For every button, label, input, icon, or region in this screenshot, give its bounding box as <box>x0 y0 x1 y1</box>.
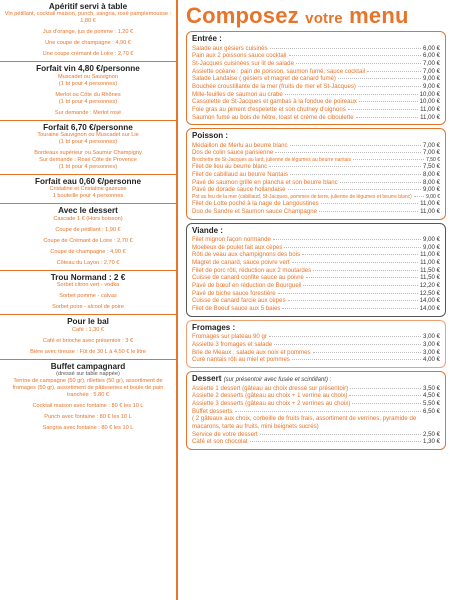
menu-item <box>192 305 440 313</box>
menu-item <box>192 45 440 53</box>
buffet-title: Buffet campagnard <box>50 361 126 371</box>
menu-item-name: Assiette 3 fromages et salade <box>192 340 273 348</box>
menu-item-name: Filet de lieu au beurre blanc <box>192 163 268 171</box>
entree-box <box>186 31 446 125</box>
bal-item: Café et brioche avec présentoir : 3 € <box>42 337 134 344</box>
buffet-item: Punch avec fontaine : 80 € les 10 L <box>44 413 132 420</box>
leader-dots <box>274 344 421 345</box>
menu-item-name: Foie gras au piment d'espelette et son chutney d'oignons <box>192 105 346 113</box>
menu-item-price: 7,50 € <box>426 157 440 164</box>
leader-dots <box>289 55 422 56</box>
menu-item-name: Assiette océane : pain de poisson, saumon fumé, sauce cocktail <box>192 67 366 75</box>
buffet-item: Cocktail maison avec fontaine : 80 € les 10 L <box>32 402 144 409</box>
forfait-670-line: Bordeaux supérieur ou Saumur Champigny <box>34 150 142 157</box>
menu-item-price: 9,00 € <box>423 75 440 83</box>
menu-item <box>192 106 440 114</box>
leader-dots <box>352 403 421 404</box>
menu-item-name: Pot au feu de la mer (cabillaud, St-Jacques, pommes de terre, julienne de légumes et beurre blanc) <box>192 194 412 201</box>
viande-box <box>186 223 446 317</box>
page-title <box>178 0 450 28</box>
avec-dessert-item: Cascade 1 € (Hors boisson) <box>53 215 123 222</box>
avec-dessert-title: Avec le dessert <box>58 206 118 216</box>
menu-item <box>192 75 440 83</box>
menu-item-name: Assiette 2 desserts (gâteau au choix + 1 verrine au choix) <box>192 392 348 400</box>
menu-item <box>192 244 440 252</box>
menu-item-name: Café et son chocolat <box>192 438 248 446</box>
leader-dots <box>353 159 424 160</box>
menu-item-name: Filet de porc rôti, réduction aux 2 moutardes <box>192 266 312 274</box>
menu-item-price: 14,00 € <box>419 305 440 313</box>
menu-item-name: Cassolette de St-Jacques et gambas à la fondue de poireaux <box>192 98 357 106</box>
avec-dessert-section <box>0 204 176 270</box>
leader-dots <box>340 182 421 183</box>
fromages-title: Fromages : <box>192 322 236 332</box>
menu-item <box>192 52 440 60</box>
menu-item-price: 14,00 € <box>419 297 440 305</box>
menu-item <box>192 290 440 298</box>
leader-dots <box>292 262 419 263</box>
menu-item-name: Cuisse de canard confite sauce au poivre <box>192 274 304 282</box>
menu-item <box>192 208 440 216</box>
avec-dessert-item: Côteau du Layon : 2,70 € <box>56 259 120 266</box>
menu-item-price: 10,00 € <box>419 90 440 98</box>
buffet-section <box>0 360 176 435</box>
menu-item <box>192 91 440 99</box>
trou-normand-title: Trou Normand : 2 € <box>50 272 126 282</box>
leader-dots <box>356 117 419 118</box>
leader-dots <box>313 270 418 271</box>
poisson-list <box>192 142 440 216</box>
menu-item-name: Fromages sur plateau 90 gr <box>192 333 267 341</box>
menu-item-name: Magret de canard, sauce poivre vert <box>192 259 290 267</box>
menu-item <box>192 98 440 106</box>
menu-item-name: Assiette 3 desserts (gâteau au choix + 2 verrines au choix) <box>192 399 351 407</box>
leader-dots <box>269 166 421 167</box>
menu-item-name: Moelleux de poulet fait aux cèpes <box>192 243 283 251</box>
title-word-menu: menu <box>349 3 409 28</box>
forfait-670-line: (1 bt pour 4 personnes) <box>58 139 118 146</box>
menu-item-price: 9,00 € <box>423 186 440 194</box>
menu-item-name: Salade aux gésiers cuisinés <box>192 44 268 52</box>
menu-item-price: 6,00 € <box>423 52 440 60</box>
menu-item-name: St-Jacques cuisinées sur lit de salade <box>192 59 294 67</box>
trou-normand-item: Sorbet pomme - calvas <box>59 293 117 300</box>
menu-item-price: 3,00 € <box>423 333 440 341</box>
poisson-box <box>186 128 446 219</box>
dessert-heading <box>192 374 440 385</box>
menu-item-price: 7,00 € <box>423 141 440 149</box>
menu-item <box>192 385 440 393</box>
buffet-sub: (dressé sur table nappée) <box>56 370 120 377</box>
leader-dots <box>275 152 421 153</box>
leader-dots <box>269 336 421 337</box>
leader-dots <box>414 196 424 197</box>
menu-item <box>192 251 440 259</box>
forfait-670-line: (1 bt pour 4 personnes) <box>58 164 118 171</box>
forfait-eau-line: 1 bouteille pour 4 personnes <box>52 193 124 200</box>
menu-item <box>192 114 440 122</box>
menu-item-price: 3,00 € <box>423 340 440 348</box>
menu-item-price: 11,00 € <box>420 113 440 121</box>
menu-item-price: 11,00 € <box>420 200 440 208</box>
menu-item-name: Rôti de veau aux champignons des bois <box>192 251 301 259</box>
avec-dessert-item: Coupe de pétillant : 1,90 € <box>55 226 121 233</box>
leader-dots <box>292 359 421 360</box>
menu-item-price: 9,00 € <box>423 82 440 90</box>
menu-item <box>192 274 440 282</box>
menu-item-name: Assiette 1 dessert (gâteau au choix dressé sur présentoir) <box>192 384 349 392</box>
fromages-list <box>192 333 440 364</box>
menu-item <box>192 333 440 341</box>
aperitif-title: Apéritif servi à table <box>48 2 128 11</box>
menu-item <box>192 200 440 208</box>
menu-item <box>192 179 440 187</box>
forfait-670-title: Forfait 6,70 €/personne <box>43 122 133 132</box>
menu-item-price: 6,00 € <box>423 44 440 52</box>
title-word-composez: Composez <box>186 3 299 28</box>
menu-item <box>192 171 440 179</box>
forfait-670-section <box>0 121 176 175</box>
leader-dots <box>278 293 418 294</box>
menu-item-name: Dos de colin sauce parisienne <box>192 149 274 157</box>
menu-item <box>192 349 440 357</box>
forfait-vin-line: (1 bt pour 4 personnes) <box>58 80 118 87</box>
menu-item-price: 7,00 € <box>423 149 440 157</box>
menu-item-name: Pavé de bœuf en réduction de Bourgueil <box>192 282 302 290</box>
menu-item <box>192 163 440 171</box>
leader-dots <box>358 86 421 87</box>
menu-item-price: 12,20 € <box>419 282 440 290</box>
forfait-eau-section <box>0 175 176 204</box>
bal-item: Bière avec tireuse : Fût de 30 L à 4,50 € le litre <box>30 348 146 355</box>
menu-item <box>192 149 440 157</box>
leader-dots <box>282 308 417 309</box>
forfait-670-line: Sur demande : Rosé Côte de Provence <box>39 157 137 164</box>
menu-item-name: Médaillon de Merlu au beurre blanc <box>192 141 288 149</box>
menu-item-name: Brie de Meaux , salade aux noix et pommes <box>192 348 311 356</box>
menu-item <box>192 297 440 305</box>
dessert-note: (sur présentoir avec fusée et scintillant) : <box>223 376 332 383</box>
menu-item <box>192 356 440 364</box>
menu-item-name: Filet de cabillaud au beurre Nantais <box>192 171 288 178</box>
forfait-vin-line: Muscadet ou Sauvignon <box>57 73 119 80</box>
menu-item-price: 6,50 € <box>423 407 440 415</box>
leader-dots <box>306 277 418 278</box>
menu-item <box>192 415 440 430</box>
leader-dots <box>273 239 421 240</box>
menu-item-name: Mille-feuilles de saumon au crabe <box>192 90 283 98</box>
menu-item <box>192 431 440 439</box>
forfait-eau-line: Cristaline et Cristaline gazeuse <box>49 186 127 193</box>
menu-item <box>192 392 440 400</box>
entree-title: Entrée : <box>192 34 222 44</box>
menu-item-price: 3,00 € <box>423 348 440 356</box>
menu-item-name: Bouchée croustillante de la mer (fruits de mer et St-Jacques) <box>192 82 356 90</box>
menu-item-price: 9,00 € <box>426 194 440 201</box>
menu-item <box>192 400 440 408</box>
leader-dots <box>260 434 421 435</box>
viande-title: Viande : <box>192 225 223 235</box>
menu-item <box>192 408 440 416</box>
avec-dessert-item: Coupe de champagne : 4,90 € <box>50 248 126 255</box>
menu-item <box>192 60 440 68</box>
bal-item: Café : 1,30 € <box>71 326 105 333</box>
poisson-title: Poisson : <box>192 131 229 141</box>
menu-item-name: Curé nantais rôti au miel et pommes <box>192 356 290 364</box>
menu-item-price: 11,00 € <box>420 251 440 259</box>
menu-item-price: 11,50 € <box>420 266 440 274</box>
menu-item <box>192 68 440 76</box>
leader-dots <box>348 109 418 110</box>
menu-item-price: 11,00 € <box>420 207 440 215</box>
menu-item-price: 4,50 € <box>423 392 440 400</box>
menu-item-name: Cuisse de canard farcie aux cèpes <box>192 297 286 305</box>
menu-item-name: Filet mignon façon normande <box>192 236 271 244</box>
menu-item-price: 9,00 € <box>423 236 440 244</box>
aperitif-item: Une coupe de champagne : 4,90 € <box>45 40 131 47</box>
avec-dessert-item: Coupe de Crémant de Loire : 2,70 € <box>43 237 133 244</box>
trou-normand-section <box>0 271 176 315</box>
menu-item <box>192 282 440 290</box>
aperitif-sub: Vin pétillant, cocktail maison, punch, sangria, rosé pamplemousse : 1,80 € <box>4 11 172 25</box>
bal-section <box>0 315 176 359</box>
leader-dots <box>313 352 421 353</box>
leader-dots <box>288 300 418 301</box>
menu-item <box>192 267 440 275</box>
forfait-vin-section <box>0 62 176 120</box>
leader-dots <box>290 174 421 175</box>
menu-item-name: Pavé de biche sauce forestière <box>192 289 276 297</box>
menu-item-price: 7,00 € <box>423 59 440 67</box>
title-word-votre: votre <box>305 10 343 27</box>
forfait-vin-line: (1 bt pour 4 personnes) <box>58 98 118 105</box>
leader-dots <box>321 203 418 204</box>
leader-dots <box>290 145 422 146</box>
menu-item-price: 12,50 € <box>419 289 440 297</box>
leader-dots <box>296 63 421 64</box>
trou-normand-item: Sorbet poire - alcool de poire <box>52 304 124 311</box>
leader-dots <box>359 101 418 102</box>
aperitif-section <box>0 0 176 62</box>
fromages-box <box>186 320 446 368</box>
menu-item-name: ( 2 gâteaux aux choix, corbeille de fruits frais, assortiment de verrines, pyramide de macarons, tarte au fruits, mini beignets sucrés) <box>192 415 417 430</box>
leader-dots <box>250 441 421 442</box>
menu-item <box>192 236 440 244</box>
bal-title: Pour le bal <box>67 317 109 327</box>
leader-dots <box>319 211 418 212</box>
viande-list <box>192 236 440 313</box>
leader-dots <box>284 247 421 248</box>
forfait-vin-line: Merlot ou Côte du Rhônes <box>55 91 121 98</box>
dessert-list <box>192 385 440 446</box>
leader-dots <box>288 189 422 190</box>
menu-item-name: Pavé de saumon grillé en plancha et son beurre blanc <box>192 178 338 186</box>
buffet-item: Sangria avec fontaine : 80 € les 10 L <box>42 424 134 431</box>
menu-item-name: Filet de Boeuf sauce aux 5 baies <box>192 305 281 313</box>
leader-dots <box>285 94 418 95</box>
menu-item-price: 10,00 € <box>419 98 440 106</box>
menu-column <box>176 0 450 600</box>
leader-dots <box>303 285 417 286</box>
buffet-desc: Terrine de campagne (50 gr), rillettes (50 gr), assortiment de fromages (50 gr), assortiment de pâtisseries et boule de pain tranchée : 5,80 € <box>12 377 164 398</box>
menu-item <box>192 142 440 150</box>
menu-item-name: Brochette de St-Jacques au lard, julienne de légumes au beurre nantais <box>192 157 351 164</box>
menu-item-name: Saumon fumé au bois de hêtre, toast et crème de ciboulette <box>192 113 354 121</box>
menu-item-name: Filet de Lotte poché à la nage de Langoustines <box>192 200 319 208</box>
menu-item-price: 8,00 € <box>423 178 440 186</box>
forfait-vin-extra: Sur demande : Merlot rosé <box>54 109 122 116</box>
menu-item-name: Duo de Sandre et Saumon sauce Champagne <box>192 207 318 215</box>
menu-item <box>192 186 440 194</box>
aperitif-item: Une coupe crémant de Loire : 2,70 € <box>42 51 134 58</box>
menu-item-price: 7,50 € <box>423 163 440 171</box>
drinks-column <box>0 0 176 600</box>
leader-dots <box>367 71 421 72</box>
forfait-eau-title: Forfait eau 0,60 €/personne <box>34 177 142 187</box>
menu-item-name: Salade Landaise ( gésiers et magret de canard fumé) <box>192 75 336 83</box>
menu-item-name: Buffet desserts <box>192 407 233 415</box>
menu-item-price: 4,00 € <box>423 356 440 364</box>
leader-dots <box>338 78 421 79</box>
dessert-box <box>186 371 446 450</box>
menu-item-price: 5,50 € <box>423 399 440 407</box>
menu-item-price: 11,00 € <box>420 105 440 113</box>
menu-item-price: 1,30 € <box>423 438 440 446</box>
menu-item-price: 2,50 € <box>423 430 440 438</box>
menu-item <box>192 438 440 446</box>
menu-item-price: 3,50 € <box>423 384 440 392</box>
menu-item-price: 7,00 € <box>423 67 440 75</box>
menu-item-name: Pavé de dorade sauce hollandaise <box>192 186 286 194</box>
menu-item <box>192 83 440 91</box>
menu-item-price: 11,50 € <box>420 274 440 282</box>
aperitif-item: Jus d'orange, jus de pomme : 1,20 € <box>42 29 134 36</box>
dessert-title: Dessert <box>192 373 222 383</box>
leader-dots <box>302 254 418 255</box>
menu-item-price: 9,00 € <box>423 243 440 251</box>
leader-dots <box>270 48 422 49</box>
leader-dots <box>350 388 421 389</box>
menu-item-name: Service de votre dessert <box>192 430 258 438</box>
forfait-vin-title: Forfait vin 4,80 €/personne <box>36 64 140 74</box>
menu-item-price: 11,00 € <box>420 259 440 267</box>
trou-normand-item: Sorbet citron vert - vodka <box>56 282 120 289</box>
leader-dots <box>349 395 421 396</box>
leader-dots <box>235 411 422 412</box>
entree-list <box>192 45 440 122</box>
menu-item <box>192 341 440 349</box>
forfait-670-line: Touraine Sauvignon ou Muscadet sur Lie <box>37 132 139 139</box>
menu-item-name: Pain aux 2 poissons sauce cocktail <box>192 52 287 60</box>
menu-item-price: 8,00 € <box>423 171 440 178</box>
menu-item <box>192 259 440 267</box>
